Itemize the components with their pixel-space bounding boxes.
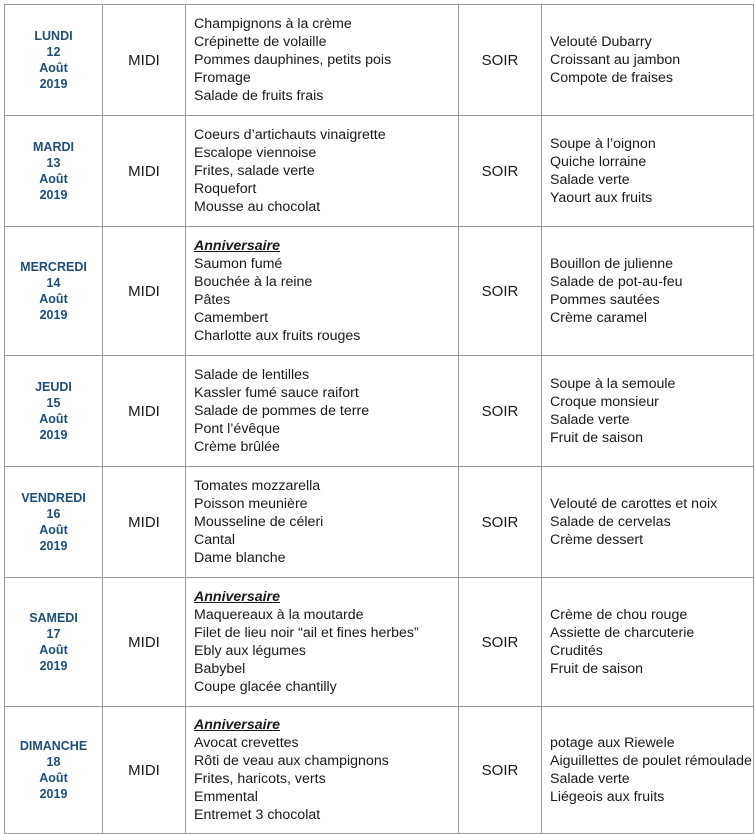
midi-menu [186,578,459,707]
soir-menu [542,356,754,467]
midi-dish: Escalope viennoise [194,145,317,161]
midi-dish: Frites, haricots, verts [194,771,326,787]
day-month: Août [39,412,68,426]
soir-dish: Aiguillettes de poulet rémoulade [550,753,752,769]
midi-dish: Kassler fumé sauce raifort [194,385,359,401]
soir-menu [542,227,754,356]
day-month: Août [39,172,68,186]
soir-menu [542,707,754,834]
day-cell [5,356,103,467]
midi-dish: Filet de lieu noir “ail et fines herbes” [194,625,419,641]
midi-dish: Charlotte aux fruits rouges [194,328,361,344]
midi-dish: Pâtes [194,292,231,308]
day-cell [5,5,103,116]
midi-dish: Roquefort [194,181,257,197]
midi-dish: Coupe glacée chantilly [194,679,337,695]
soir-dish: Crudités [550,643,603,659]
day-row [5,467,754,578]
day-year: 2019 [39,188,68,202]
day-day: VENDREDI [21,491,86,505]
anniversary-note: Anniversaire [194,238,280,254]
midi-dish: Cantal [194,532,236,548]
day-day: JEUDI [35,380,72,394]
menu-table [4,4,754,834]
midi-label: MIDI [103,227,186,356]
soir-dish: Salade verte [550,771,630,787]
soir-label: SOIR [459,5,542,116]
day-date: 14 [46,276,61,290]
day-row [5,356,754,467]
midi-dish: Tomates mozzarella [194,478,321,494]
day-cell [5,467,103,578]
day-month: Août [39,643,68,657]
soir-dish: Yaourt aux fruits [550,190,653,206]
midi-label: MIDI [103,707,186,834]
midi-dish: Poisson meunière [194,496,308,512]
midi-dish: Bouchée à la reine [194,274,313,290]
day-day: MERCREDI [20,260,87,274]
midi-dish: Entremet 3 chocolat [194,807,321,823]
soir-dish: Croissant au jambon [550,52,681,68]
soir-label: SOIR [459,467,542,578]
day-year: 2019 [39,428,68,442]
soir-dish: Salade verte [550,412,630,428]
day-day: DIMANCHE [19,739,88,753]
day-row [5,707,754,834]
day-date: 15 [46,396,61,410]
midi-label: MIDI [103,467,186,578]
anniversary-note: Anniversaire [194,717,280,733]
soir-label: SOIR [459,356,542,467]
midi-dish: Pommes dauphines, petits pois [194,52,392,68]
soir-dish: Crème de chou rouge [550,607,688,623]
soir-menu [542,5,754,116]
midi-dish: Crème brûlée [194,439,280,455]
soir-dish: Liégeois aux fruits [550,789,665,805]
soir-label: SOIR [459,707,542,834]
day-year: 2019 [39,308,68,322]
midi-dish: Saumon fumé [194,256,283,272]
soir-dish: Salade de pot-au-feu [550,274,683,290]
midi-menu [186,116,459,227]
midi-dish: Salade de lentilles [194,367,310,383]
soir-label: SOIR [459,578,542,707]
midi-dish: Coeurs d’artichauts vinaigrette [194,127,386,143]
soir-dish: Velouté de carottes et noix [550,496,718,512]
soir-dish: Soupe à l’oignon [550,136,656,152]
day-cell [5,707,103,834]
soir-dish: Soupe à la semoule [550,376,676,392]
soir-menu [542,578,754,707]
soir-dish: Fruit de saison [550,430,644,446]
midi-dish: Emmental [194,789,258,805]
midi-dish: Pont l’évêque [194,421,280,437]
day-year: 2019 [39,787,68,801]
midi-dish: Salade de pommes de terre [194,403,370,419]
soir-dish: potage aux Riewele [550,735,675,751]
day-year: 2019 [39,659,68,673]
midi-dish: Rôti de veau aux champignons [194,753,389,769]
day-row [5,578,754,707]
day-month: Août [39,771,68,785]
midi-dish: Dame blanche [194,550,286,566]
midi-dish: Maquereaux à la moutarde [194,607,364,623]
midi-menu [186,467,459,578]
midi-dish: Mousse au chocolat [194,199,321,215]
midi-dish: Avocat crevettes [194,735,299,751]
day-row [5,227,754,356]
day-day: MARDI [33,140,74,154]
midi-dish: Fromage [194,70,251,86]
midi-label: MIDI [103,116,186,227]
day-date: 13 [46,156,61,170]
day-month: Août [39,292,68,306]
soir-dish: Velouté Dubarry [550,34,652,50]
soir-dish: Quiche lorraine [550,154,647,170]
midi-dish: Frites, salade verte [194,163,315,179]
midi-menu [186,707,459,834]
day-cell [5,116,103,227]
day-day: LUNDI [34,29,73,43]
soir-dish: Crème dessert [550,532,644,548]
day-year: 2019 [39,77,68,91]
midi-dish: Salade de fruits frais [194,88,324,104]
midi-dish: Babybel [194,661,246,677]
day-year: 2019 [39,539,68,553]
midi-menu [186,356,459,467]
soir-dish: Fruit de saison [550,661,644,677]
day-row [5,116,754,227]
day-date: 16 [46,507,61,521]
midi-label: MIDI [103,5,186,116]
soir-dish: Salade de cervelas [550,514,671,530]
midi-label: MIDI [103,356,186,467]
midi-dish: Camembert [194,310,269,326]
day-day: SAMEDI [29,611,78,625]
soir-dish: Pommes sautées [550,292,660,308]
day-cell [5,227,103,356]
soir-dish: Assiette de charcuterie [550,625,695,641]
day-month: Août [39,61,68,75]
soir-dish: Salade verte [550,172,630,188]
soir-dish: Bouillon de julienne [550,256,674,272]
midi-dish: Ebly aux légumes [194,643,306,659]
day-row [5,5,754,116]
soir-dish: Croque monsieur [550,394,659,410]
soir-menu [542,467,754,578]
soir-label: SOIR [459,227,542,356]
day-date: 17 [46,627,61,641]
day-date: 12 [46,45,61,59]
soir-label: SOIR [459,116,542,227]
midi-menu [186,227,459,356]
midi-dish: Crépinette de volaille [194,34,327,50]
anniversary-note: Anniversaire [194,589,280,605]
day-month: Août [39,523,68,537]
midi-dish: Mousseline de céleri [194,514,324,530]
midi-label: MIDI [103,578,186,707]
soir-dish: Compote de fraises [550,70,674,86]
day-cell [5,578,103,707]
soir-menu [542,116,754,227]
midi-menu [186,5,459,116]
midi-dish: Champignons à la crème [194,16,352,32]
soir-dish: Crème caramel [550,310,647,326]
day-date: 18 [46,755,61,769]
